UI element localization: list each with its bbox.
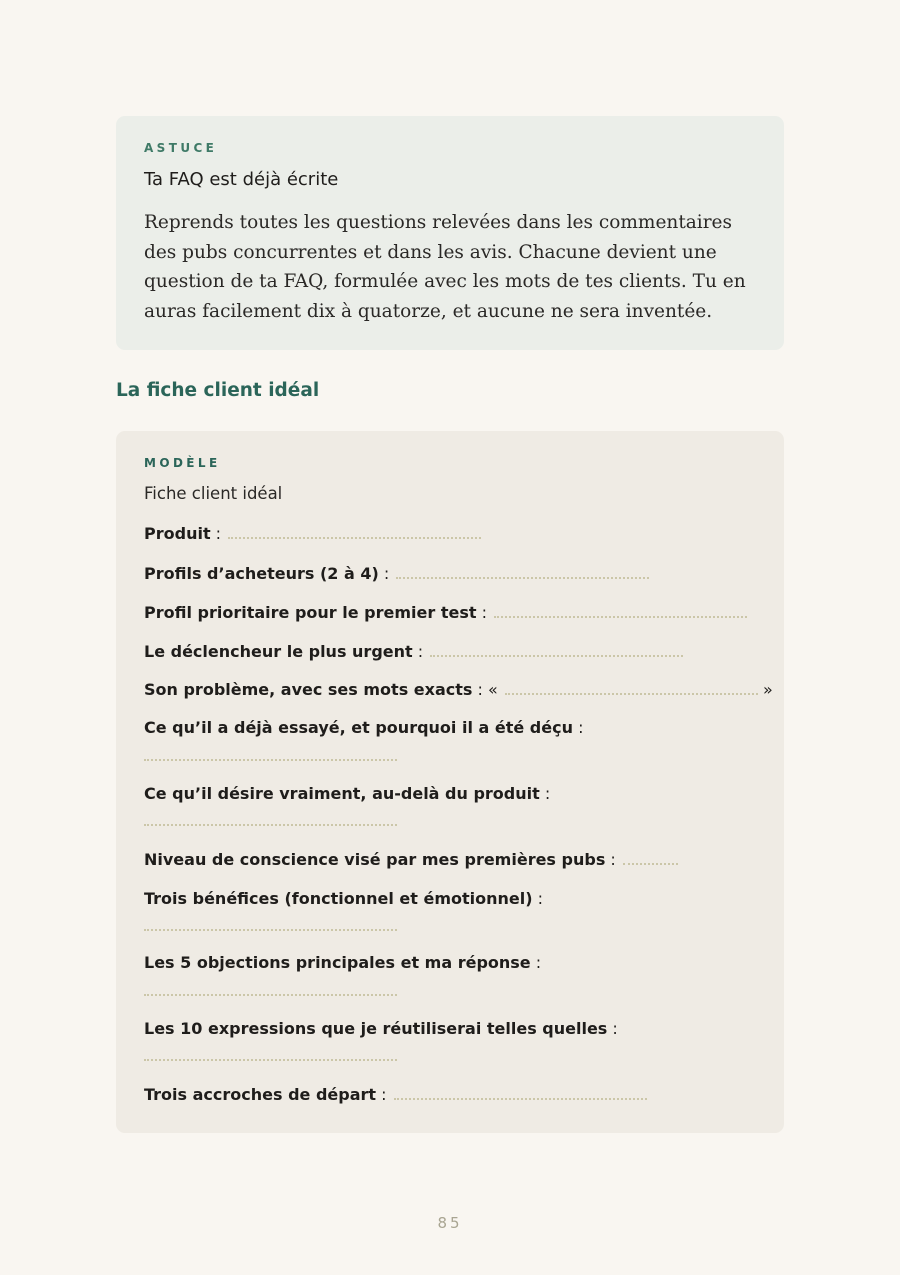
template-kicker: MODÈLE <box>144 456 221 470</box>
field-benefits <box>144 888 543 910</box>
field-separator: : <box>378 564 390 583</box>
field-label: Le déclencheur le plus urgent <box>144 642 413 661</box>
field-product <box>144 523 481 545</box>
field-label: Ce qu’il désire vraiment, au-delà du produit <box>144 784 540 803</box>
template-box <box>116 431 784 1133</box>
fill-in-line <box>144 994 397 996</box>
field-separator: : <box>607 1019 618 1038</box>
field-label: Produit <box>144 524 211 543</box>
tip-body: Reprends toutes les questions relevées dans les commentaires des pubs concurrentes et dans les avis. Chacune devient une question de ta FAQ, formulée avec les mots de tes clients. Tu en auras facilement dix à quatorze, et aucune ne sera inventée. <box>144 212 746 322</box>
field-problem <box>144 679 773 701</box>
field-separator: : <box>532 889 544 908</box>
field-separator: : <box>376 1085 387 1104</box>
field-label: Son problème, avec ses mots exacts <box>144 680 473 699</box>
field-objections <box>144 952 541 974</box>
fill-in-line <box>144 759 397 761</box>
field-separator: : « <box>472 680 498 699</box>
fill-in-line <box>144 929 397 931</box>
field-label: Niveau de conscience visé par mes premières pubs <box>144 850 606 869</box>
field-label: Ce qu’il a déjà essayé, et pourquoi il a été déçu <box>144 718 573 737</box>
fill-in-line <box>505 683 758 695</box>
field-trigger <box>144 641 683 663</box>
field-label: Profil prioritaire pour le premier test <box>144 603 477 622</box>
tip-kicker: ASTUCE <box>144 141 218 155</box>
field-label: Les 10 expressions que je réutiliserai telles quelles <box>144 1019 608 1038</box>
field-separator: : <box>476 603 487 622</box>
fill-in-line <box>228 527 481 539</box>
tip-title: Ta FAQ est déjà écrite <box>144 169 339 190</box>
closing-quote: » <box>757 680 773 699</box>
field-true-desire <box>144 783 550 805</box>
field-separator: : <box>539 784 551 803</box>
fill-in-line <box>396 567 649 579</box>
field-already-tried <box>144 717 583 739</box>
field-label: Les 5 objections principales et ma réponse <box>144 953 531 972</box>
field-separator: : <box>530 953 542 972</box>
field-label: Profils d’acheteurs (2 à 4) <box>144 564 379 583</box>
field-expressions <box>144 1018 618 1040</box>
page-number: 85 <box>437 1214 463 1232</box>
fill-in-line <box>430 645 683 657</box>
field-awareness-level <box>144 849 678 871</box>
field-separator: : <box>605 850 616 869</box>
fill-in-line <box>394 1088 647 1100</box>
fill-in-line <box>144 1059 397 1061</box>
field-hooks <box>144 1084 647 1106</box>
fill-in-line <box>144 824 397 826</box>
template-title: Fiche client idéal <box>144 484 283 503</box>
field-separator: : <box>412 642 424 661</box>
field-priority-profile <box>144 602 747 624</box>
field-label: Trois accroches de départ <box>144 1085 377 1104</box>
fill-in-line <box>623 853 678 865</box>
fill-in-line <box>494 606 747 618</box>
field-separator: : <box>572 718 584 737</box>
field-separator: : <box>210 524 222 543</box>
field-buyer-profiles <box>144 563 649 585</box>
tip-box <box>116 116 784 350</box>
field-label: Trois bénéfices (fonctionnel et émotionnel) <box>144 889 533 908</box>
section-heading: La fiche client idéal <box>116 380 320 401</box>
